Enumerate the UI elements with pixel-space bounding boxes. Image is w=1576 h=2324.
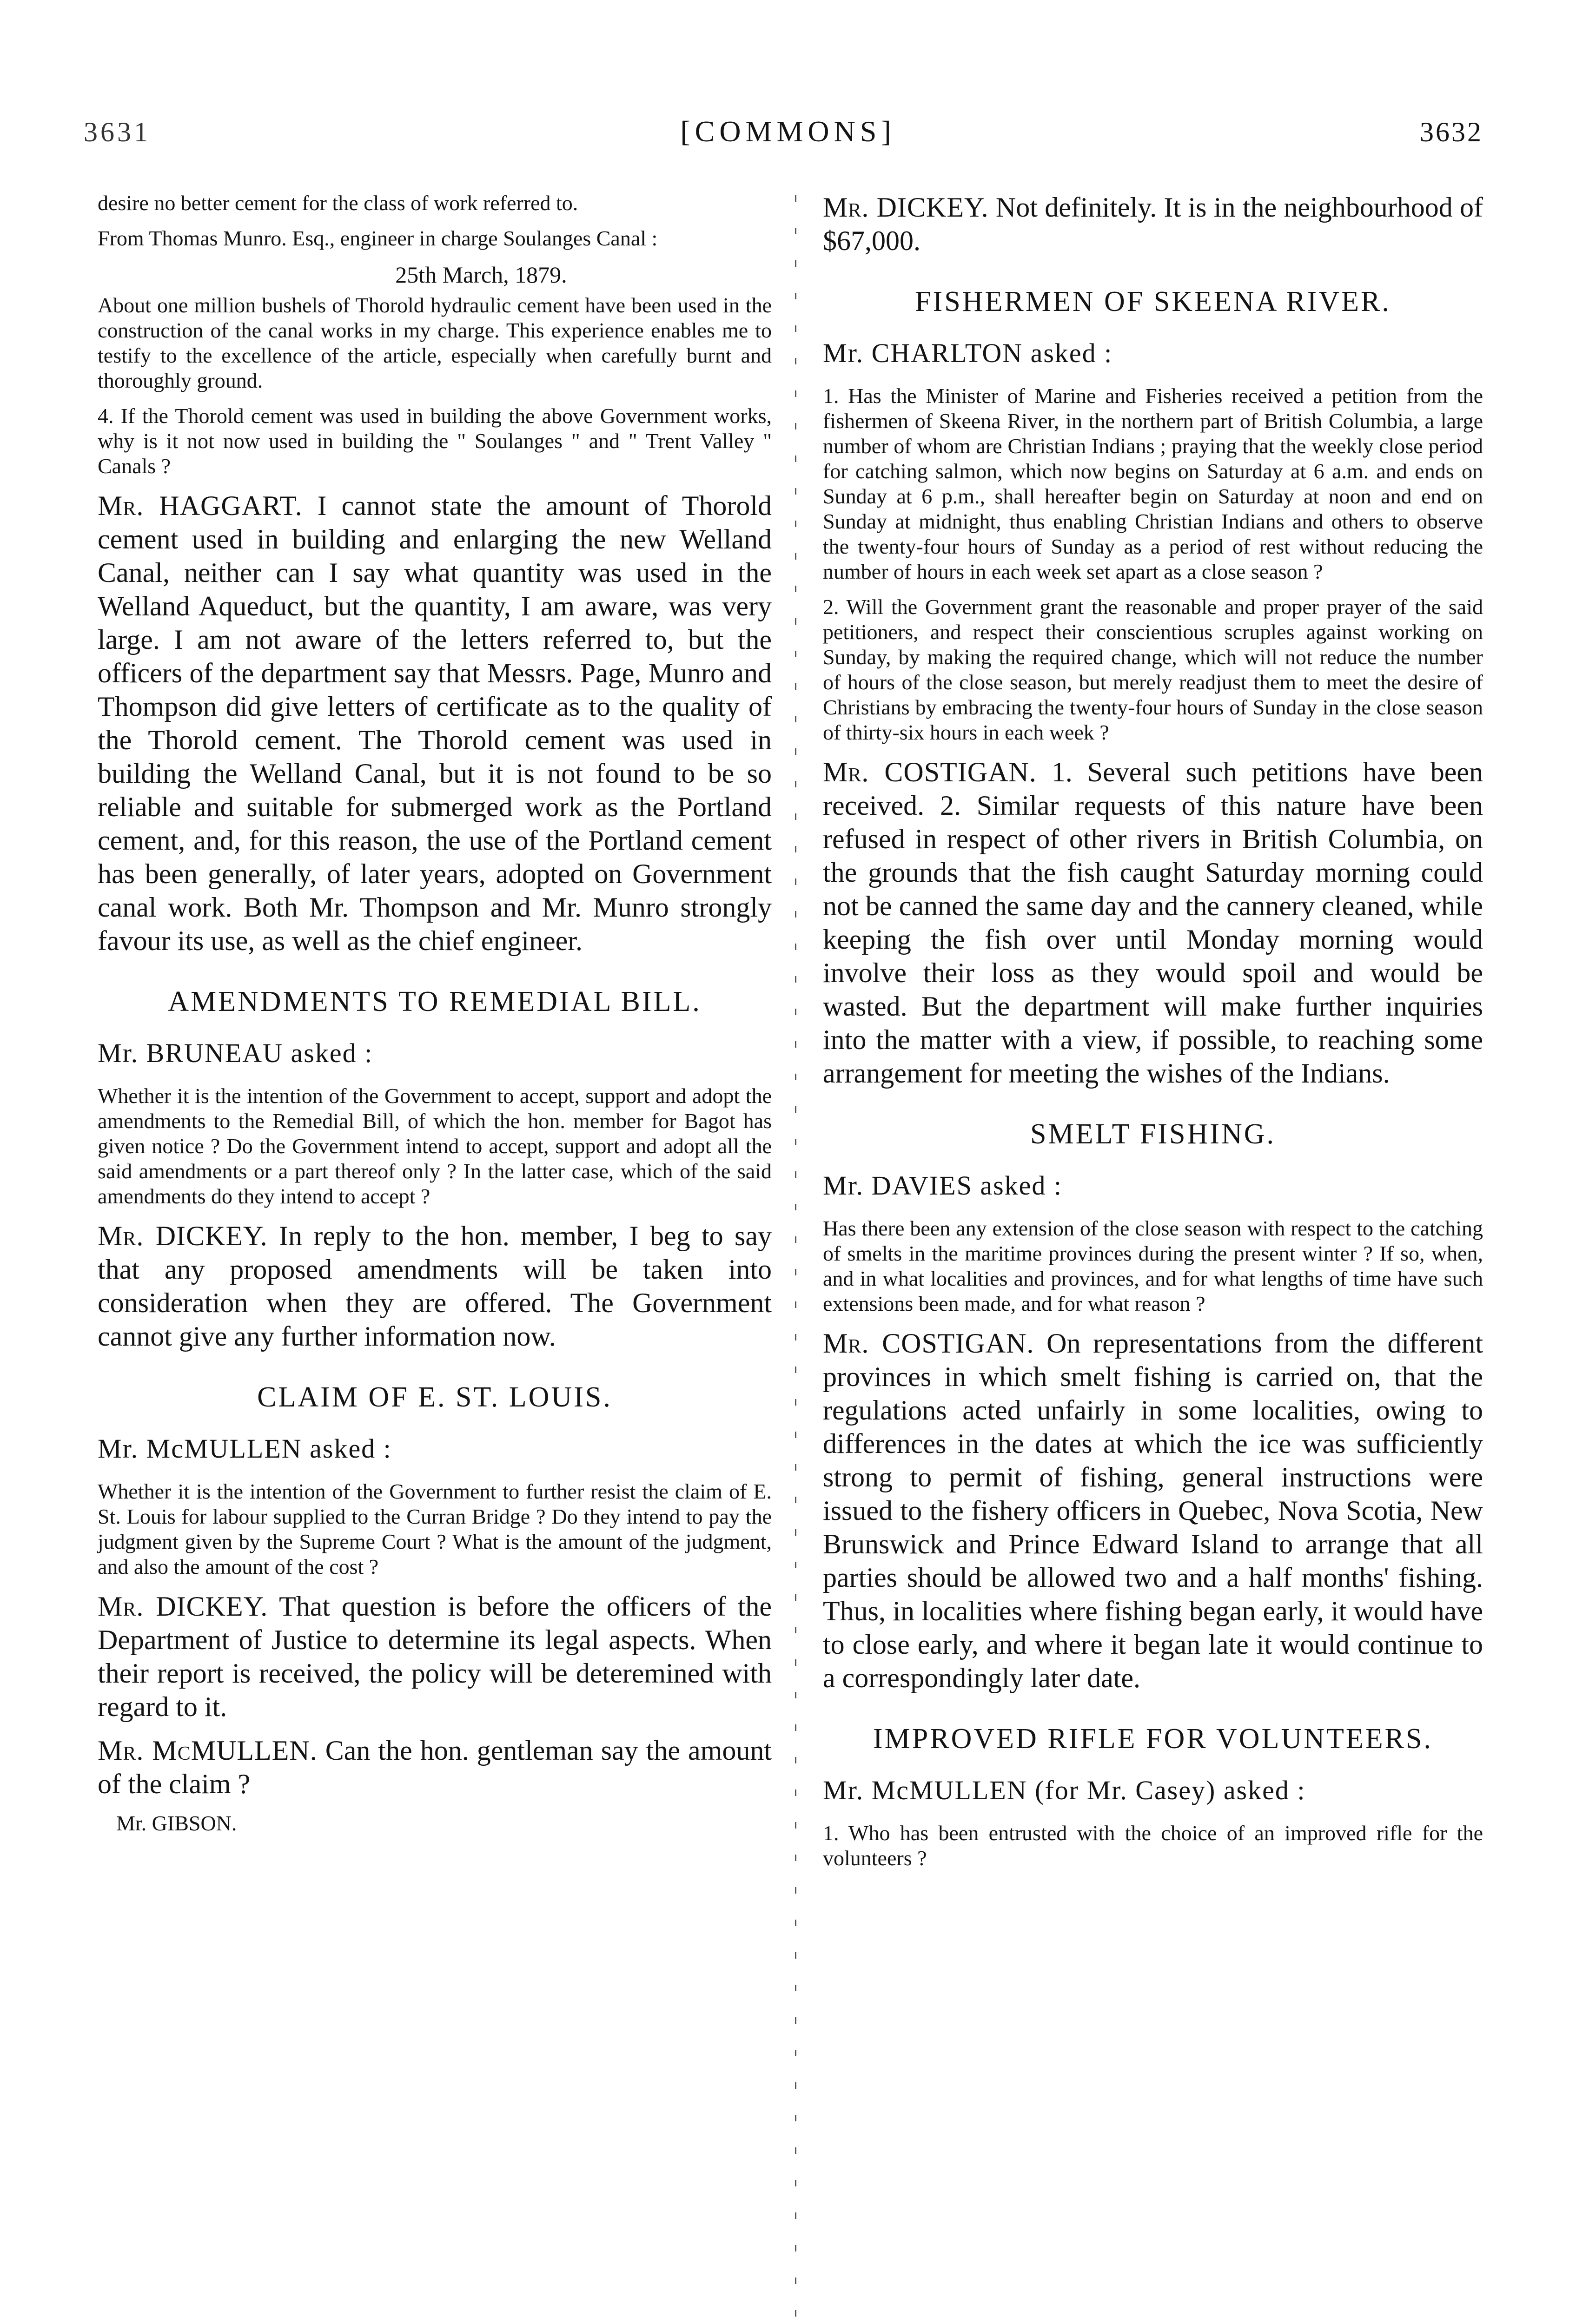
asked-line: Mr. McMULLEN (for Mr. Casey) asked :	[823, 1775, 1306, 1805]
reply-text: On representations from the different provinces in which smelt fishing is carried on, that the regulations acted unfairly in some localities, owing to differences in the dates at which the ice was sufficiently strong to permit of fishing, general instructions were issued to the fishery officers in Quebec, Nova Scotia, New Brunswick and Prince Edward Island to arrange that all parties should be allowed two and a half months' fishing. Thus, in localities where fishing began early, it would have to close early, and where it began late it would continue to a correspondingly later date.	[823, 1328, 1483, 1693]
costigan-reply	[823, 755, 1483, 1090]
left-page-number: 3631	[84, 117, 151, 147]
haggart-reply	[98, 489, 772, 957]
paragraph: desire no better cement for the class of work referred to.	[98, 191, 578, 215]
dickey-reply	[98, 1590, 772, 1723]
right-page-number: 3632	[1420, 117, 1483, 147]
speaker: Mr. HAGGART.	[98, 490, 303, 521]
speaker: Mr. DICKEY.	[98, 1591, 268, 1622]
costigan-reply	[823, 1327, 1483, 1695]
section-heading: FISHERMEN OF SKEENA RIVER.	[915, 286, 1391, 317]
question: Has there been any extension of the close season with respect to the catching of smelts in the maritime provinces during the present winter ? If so, when, and in what localities and provinces, and for what lengths of time have such extensions been made, and for what reason ?	[823, 1216, 1483, 1315]
reply-text: That question is before the officers of the Department of Justice to determine its legal aspects. When their report is received, the policy will be deteremined with regard to it.	[98, 1591, 772, 1722]
speaker: Mr. McMULLEN.	[98, 1735, 318, 1766]
asked-line: Mr. DAVIES asked :	[823, 1170, 1063, 1201]
speaker: Mr. DICKEY.	[98, 1221, 268, 1251]
asked-line: Mr. McMULLEN asked :	[98, 1433, 392, 1464]
column-divider	[795, 195, 796, 2324]
reply-text: 1. Several such petitions have been received. 2. Similar requests of this nature have been refused in respect of other rivers in British Columbia, on the grounds that the fish caught Saturday morning could not be canned the same day and the cannery cleaned, while keeping the fish over until Monday morning would involve their loss as they would spoil and would be wasted. But the department will make further inquiries into the matter with a view, if possible, to reaching some arrangement for meeting the wishes of the Indians.	[823, 757, 1483, 1089]
speaker-line: Mr. GIBSON.	[116, 1811, 237, 1835]
reply-text: In reply to the hon. member, I beg to say that any proposed amendments will be taken into consideration when they are offered. The Government cannot give any further information now.	[98, 1221, 772, 1352]
right-column	[823, 191, 1483, 1881]
speaker: Mr. DICKEY.	[823, 192, 989, 223]
dateline: 25th March, 1879.	[395, 262, 567, 288]
asked-line: Mr. CHARLTON asked :	[823, 338, 1113, 368]
section-heading: IMPROVED RIFLE FOR VOLUNTEERS.	[873, 1723, 1433, 1755]
question-4: 4. If the Thorold cement was used in building the above Government works, why is it not now used in building the " Soulanges " and " Trent Valley " Canals ?	[98, 404, 772, 478]
mcmullen-reply	[98, 1734, 772, 1801]
paragraph: From Thomas Munro. Esq., engineer in charge Soulanges Canal :	[98, 226, 658, 250]
reply-text: I cannot state the amount of Thorold cement used in building and enlarging the new Welland Canal, neither can I say what quantity was used in the Welland Aqueduct, but the quantity, I am aware, was very large. I am not aware of the letters referred to, but the officers of the department say that Messrs. Page, Munro and Thompson did give letters of certificate as to the quality of the Thorold cement. The Thorold cement was used in building the Welland Canal, but it is not found to be so reliable and suitable for submerged work as the Portland cement, and, for this reason, the use of the Portland cement has been generally, of later years, adopted on Government canal work. Both Mr. Thompson and Mr. Munro strongly favour its use, as well as the chief engineer.	[98, 490, 772, 956]
reply-text: Not definitely. It is in the neighbourhood of $67,000.	[823, 192, 1483, 256]
question: Whether it is the intention of the Government to further resist the claim of E. St. Louis for labour supplied to the Curran Bridge ? Do they intend to pay the judgment given by the Supreme Court ? What is the amount of the judgment, and also the amount of the cost ?	[98, 1479, 772, 1578]
dickey-reply	[823, 191, 1483, 257]
paragraph: About one million bushels of Thorold hydraulic cement have been used in the construction of the canal works in my charge. This experience enables me to testify to the excellence of the article, especially when carefully burnt and thoroughly ground.	[98, 293, 772, 392]
question-2: 2. Will the Government grant the reasonable and proper prayer of the said petitioners, and respect their conscientious scruples against working on Sunday, by making the required change, which will not reduce the number of hours of the close season, but merely readjust them to meet the desire of Christians by embracing the twenty-four hours of Sunday in the close season of thirty-six hours in each week ?	[823, 595, 1483, 744]
question: 1. Who has been entrusted with the choice of an improved rifle for the volunteers ?	[823, 1821, 1483, 1870]
asked-line: Mr. BRUNEAU asked :	[98, 1038, 373, 1068]
dickey-reply	[98, 1219, 772, 1353]
speaker: Mr. COSTIGAN.	[823, 757, 1037, 787]
running-title: [COMMONS]	[680, 115, 896, 148]
question: Whether it is the intention of the Government to accept, support and adopt the amendments to the Remedial Bill, of which the hon. member for Bagot has given notice ? Do the Government intend to accept, support and adopt all the said amendments or a part thereof only ? In the latter case, which of the said amendments do they intend to accept ?	[98, 1084, 772, 1208]
speaker: Mr. COSTIGAN.	[823, 1328, 1034, 1359]
page-header	[0, 0, 1576, 153]
section-heading: CLAIM OF E. ST. LOUIS.	[257, 1381, 612, 1413]
section-heading: AMENDMENTS TO REMEDIAL BILL.	[168, 986, 702, 1017]
section-heading: SMELT FISHING.	[1030, 1118, 1276, 1150]
question-1: 1. Has the Minister of Marine and Fisheries received a petition from the fishermen of Skeena River, in the northern part of British Columbia, a large number of whom are Christian Indians ; praying that the weekly close period for catching salmon, which now begins on Saturday at 6 a.m. and ends on Sunday at 6 p.m., shall hereafter begin on Saturday at noon and end on Sunday at midnight, thus enabling Christian Indians and others to observe the twenty-four hours of Sunday as a period of rest without reducing the number of hours in each week set apart as a close season ?	[823, 384, 1483, 583]
reply-text: Can the hon. gentleman say the amount of the claim ?	[98, 1735, 772, 1799]
left-column	[98, 191, 772, 1846]
